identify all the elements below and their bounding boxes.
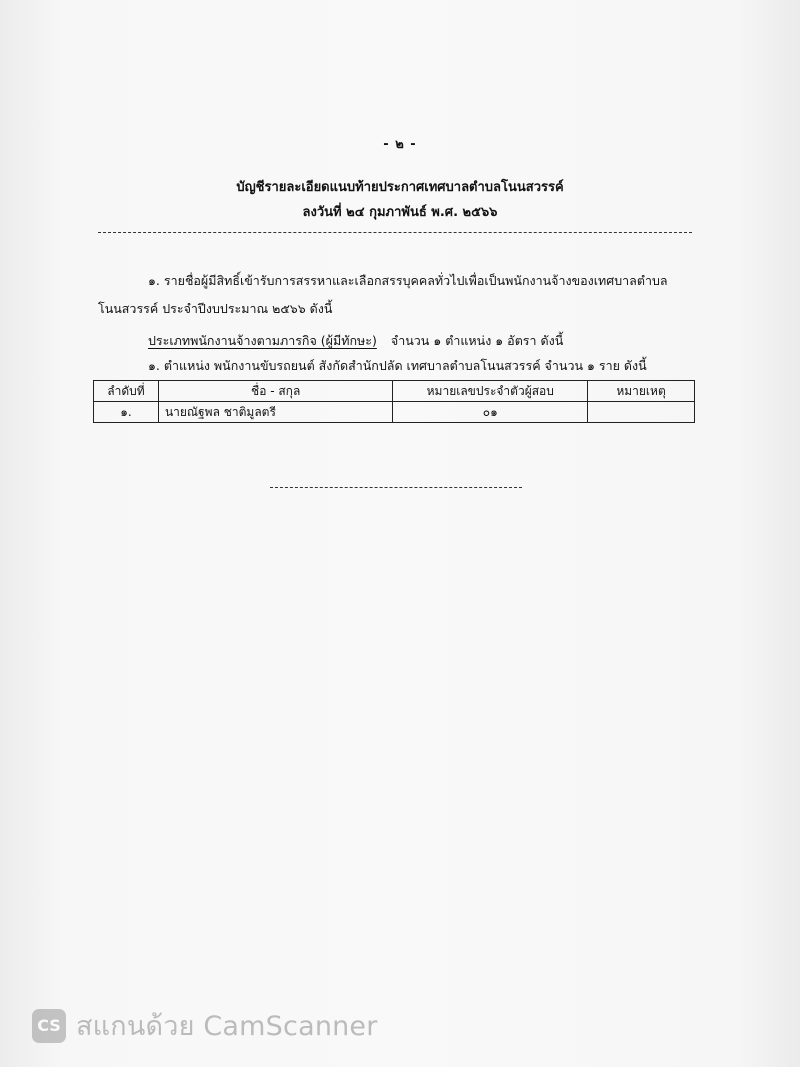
category-count: จำนวน ๑ ตำแหน่ง ๑ อัตรา ดังนี้: [390, 333, 564, 348]
table-header-row: [94, 381, 695, 402]
cell-name: นายณัฐพล ชาติมูลตรี: [158, 402, 393, 423]
end-divider: [270, 487, 522, 488]
position-line: ๑. ตำแหน่ง พนักงานขับรถยนต์ สังกัดสำนักปลัด เทศบาลตำบลโนนสวรรค์ จำนวน ๑ ราย ดังนี้: [148, 358, 647, 373]
camscanner-watermark: [32, 1004, 378, 1047]
document-title: บัญชีรายละเอียดแนบท้ายประกาศเทศบาลตำบลโนนสวรรค์: [236, 180, 564, 195]
header-divider: [98, 232, 692, 233]
paragraph-1-line-1: ๑. รายชื่อผู้มีสิทธิ์เข้ารับการสรรหาและเลือกสรรบุคคลทั่วไปเพื่อเป็นพนักงานจ้างของเทศบาลตำบล: [148, 273, 668, 288]
table-row: [94, 402, 695, 423]
paragraph-1-line-2: โนนสวรรค์ ประจำปีงบประมาณ ๒๕๖๖ ดังนี้: [98, 301, 333, 316]
cell-exam-id: ๐๑: [393, 402, 588, 423]
header-remarks: หมายเหตุ: [588, 381, 695, 402]
header-name: ชื่อ - สกุล: [158, 381, 393, 402]
cell-remarks: [588, 402, 695, 423]
page-number: - ๒ -: [383, 137, 417, 152]
header-order: ลำดับที่: [94, 381, 159, 402]
candidate-table: [93, 380, 695, 423]
document-date: ลงวันที่ ๒๔ กุมภาพันธ์ พ.ศ. ๒๕๖๖: [302, 205, 498, 220]
category-label: ประเภทพนักงานจ้างตามภารกิจ (ผู้มีทักษะ): [148, 333, 377, 348]
camscanner-logo-icon: CS: [32, 1009, 66, 1043]
category-line: [148, 331, 563, 351]
cell-order: ๑.: [94, 402, 159, 423]
header-exam-id: หมายเลขประจำตัวผู้สอบ: [393, 381, 588, 402]
watermark-text: สแกนด้วย CamScanner: [76, 1011, 378, 1042]
